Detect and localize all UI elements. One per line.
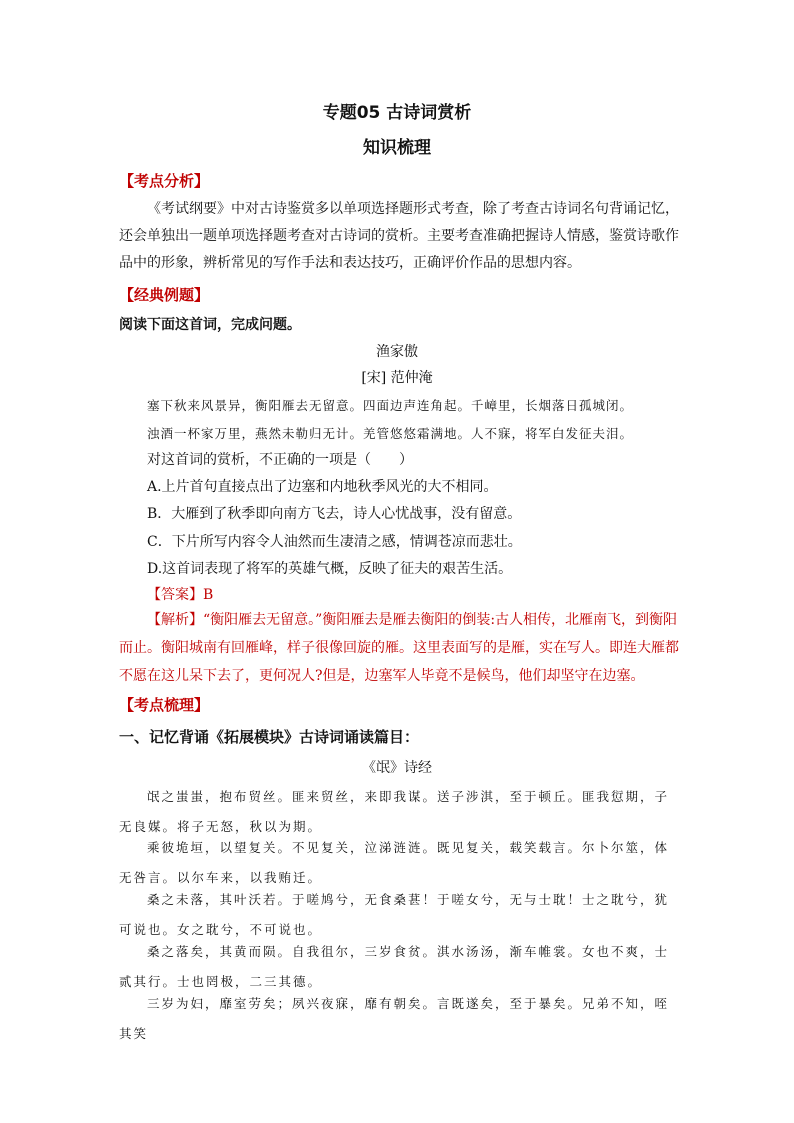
section-heading-jingdian-liti: 【经典例题】 xyxy=(119,286,210,304)
jiexi-tag: 【解析】 xyxy=(147,612,203,628)
answer-value: B xyxy=(203,587,214,603)
example-instruction: 阅读下面这首词，完成问题。 xyxy=(119,317,301,333)
option-b: B．大雁到了秋季即向南方飞去，诗人心忧战事，没有留意。 xyxy=(147,506,522,522)
page-subtitle: 知识梳理 xyxy=(363,138,431,158)
answer-tag: 【答案】 xyxy=(147,587,203,603)
stanza-2 xyxy=(119,833,679,893)
stanza-4-text: 桑之落矣，其黄而陨。自我徂尔，三岁食贫。淇水汤汤，渐车帷裳。女也不爽，士贰其行。士也罔极，二三其德。 xyxy=(119,944,670,989)
question-text: 对这首词的赏析，不正确的一项是（ ） xyxy=(147,452,413,468)
stanza-2-text: 乘彼垝垣，以望复关。不见复关，泣涕涟涟。既见复关，载笑载言。尔卜尔筮，体无咎言。以尔车来，以我贿迁。 xyxy=(119,840,670,885)
section-heading-kaodian-shuli: 【考点梳理】 xyxy=(119,696,210,714)
analysis-paragraph xyxy=(119,196,679,277)
analysis-text: 《考试纲要》中对古诗鉴赏多以单项选择题形式考查，除了考查古诗词名句背诵记忆，还会单独出一题单项选择题考查对古诗词的赏析。主要考查准确把握诗人情感，鉴赏诗歌作品中的形象，辨析常见的写作手法和表达技巧，正确评价作品的思想内容。 xyxy=(119,201,679,271)
stanza-1-text: 氓之蚩蚩，抱布贸丝。匪来贸丝，来即我谋。送子涉淇，至于顿丘。匪我愆期，子无良媒。将子无怒，秋以为期。 xyxy=(119,789,670,834)
section-heading-kaodian-fenxi: 【考点分析】 xyxy=(119,172,210,190)
poem-line-1: 塞下秋来风景异，衡阳雁去无留意。四面边声连角起。千嶂里，长烟落日孤城闭。 xyxy=(147,398,634,413)
stanza-5 xyxy=(119,989,679,1049)
jiexi-text: “衡阳雁去无留意。”衡阳雁去是雁去衡阳的倒装:古人相传，北雁南飞，到衡阳而止。衡阳城南有回雁峰，样子很像回旋的雁。这里表面写的是雁，实在写人。即连大雁都不愿在这儿呆下去了，更何况人?但是，边塞军人毕竟不是候鸟，他们却坚守在边塞。 xyxy=(119,612,679,684)
shijing-poem-title: 《氓》诗经 xyxy=(362,760,432,776)
poem-author: [宋] 范仲淹 xyxy=(361,370,433,386)
poem-line-2: 浊酒一杯家万里，燕然未勒归无计。羌管悠悠霜满地。人不寐，将军白发征夫泪。 xyxy=(147,426,634,441)
stanza-3-text: 桑之未落，其叶沃若。于嗟鸠兮，无食桑葚！于嗟女兮，无与士耽！士之耽兮，犹可说也。女之耽兮，不可说也。 xyxy=(119,892,670,937)
stanza-4 xyxy=(119,937,679,997)
stanza-3 xyxy=(119,885,679,945)
option-c: C．下片所写内容令人油然而生凄清之感，情调苍凉而悲壮。 xyxy=(147,534,522,550)
poem-title: 渔家傲 xyxy=(376,344,418,360)
answer-line xyxy=(147,584,213,604)
part-one-heading: 一、记忆背诵《拓展模块》古诗词诵读篇目： xyxy=(119,728,420,746)
page-title: 专题05 古诗词赏析 xyxy=(322,103,472,123)
option-a: A.上片首句直接点出了边塞和内地秋季风光的大不相同。 xyxy=(147,479,498,495)
stanza-5-text: 三岁为妇，靡室劳矣；夙兴夜寐，靡有朝矣。言既遂矣，至于暴矣。兄弟不知，咥其笑 xyxy=(119,996,670,1041)
jiexi-paragraph xyxy=(119,606,679,690)
option-d: D.这首词表现了将军的英雄气概，反映了征夫的艰苦生活。 xyxy=(147,561,513,577)
